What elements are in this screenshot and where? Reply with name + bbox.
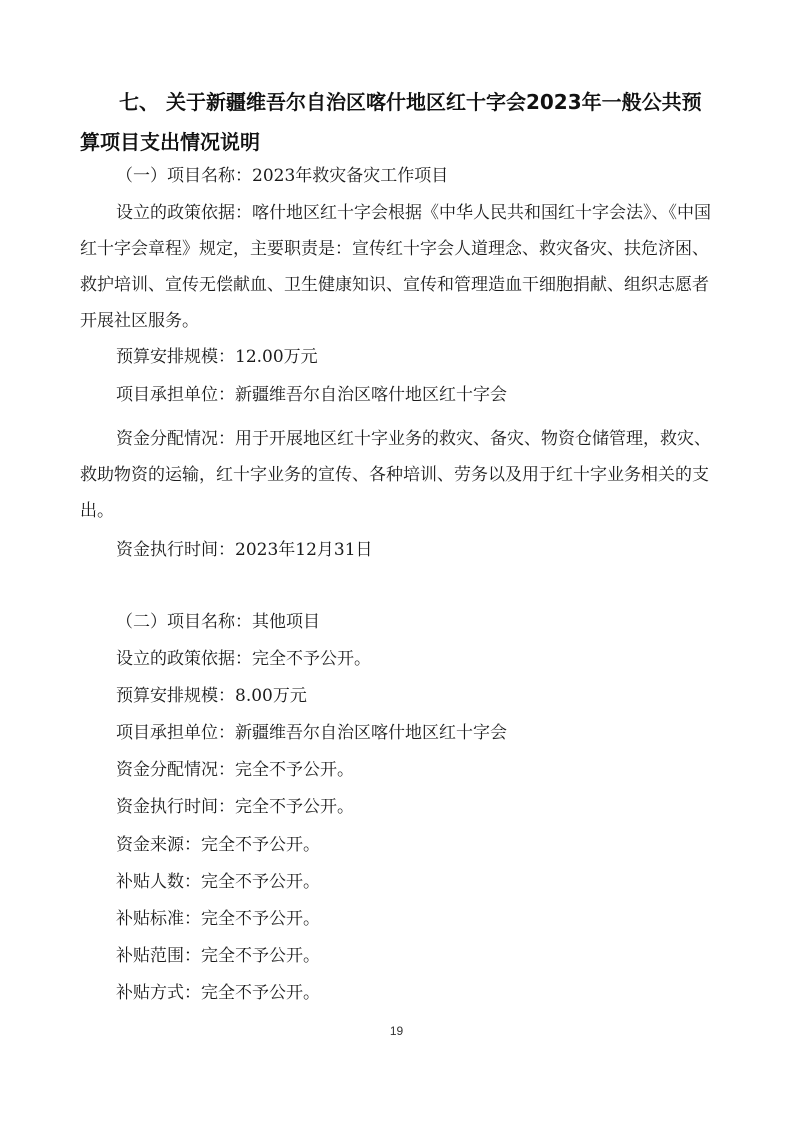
project1-name: （一）项目名称：2023年救灾备灾工作项目 (116, 166, 449, 186)
project2-budget: 预算安排规模：8.00万元 (116, 686, 307, 706)
project1-budget: 预算安排规模：12.00万元 (116, 347, 318, 367)
project1-execution-time: 资金执行时间：2023年12月31日 (116, 540, 373, 560)
project2-allocation: 资金分配情况：完全不予公开。 (116, 760, 354, 780)
project2-fund-source: 资金来源：完全不予公开。 (116, 835, 320, 855)
project1-policy-basis: 设立的政策依据：喀什地区红十字会根据《中华人民共和国红十字会法》、《中国红十字会章程》规定，主要职责是：宣传红十字会人道理念、救灾备灾、扶危济困、救护培训、宣传无偿献血、卫生健康知识、宣传和管理造血干细胞捐献、组织志愿者开展社区服务。 (80, 203, 711, 331)
project2-name: （二）项目名称：其他项目 (116, 612, 320, 632)
page-number: 19 (389, 1024, 404, 1038)
project2-subsidy-count: 补贴人数：完全不予公开。 (116, 872, 320, 892)
project2-execution-time: 资金执行时间：完全不予公开。 (116, 797, 354, 817)
project2-subsidy-scope: 补贴范围：完全不予公开。 (116, 946, 320, 966)
project2-policy-basis: 设立的政策依据：完全不予公开。 (116, 649, 371, 669)
project2-subsidy-method: 补贴方式：完全不予公开。 (116, 983, 320, 1003)
section-heading: 七、 关于新疆维吾尔自治区喀什地区红十字会2023年一般公共预算项目支出情况说明 (80, 90, 702, 154)
project2-unit: 项目承担单位：新疆维吾尔自治区喀什地区红十字会 (116, 723, 507, 743)
project1-unit: 项目承担单位：新疆维吾尔自治区喀什地区红十字会 (116, 385, 507, 405)
project1-allocation: 资金分配情况：用于开展地区红十字业务的救灾、备灾、物资仓储管理，救灾、救助物资的运输，红十字业务的宣传、各种培训、劳务以及用于红十字业务相关的支出。 (80, 429, 711, 521)
project2-subsidy-standard: 补贴标准：完全不予公开。 (116, 909, 320, 929)
